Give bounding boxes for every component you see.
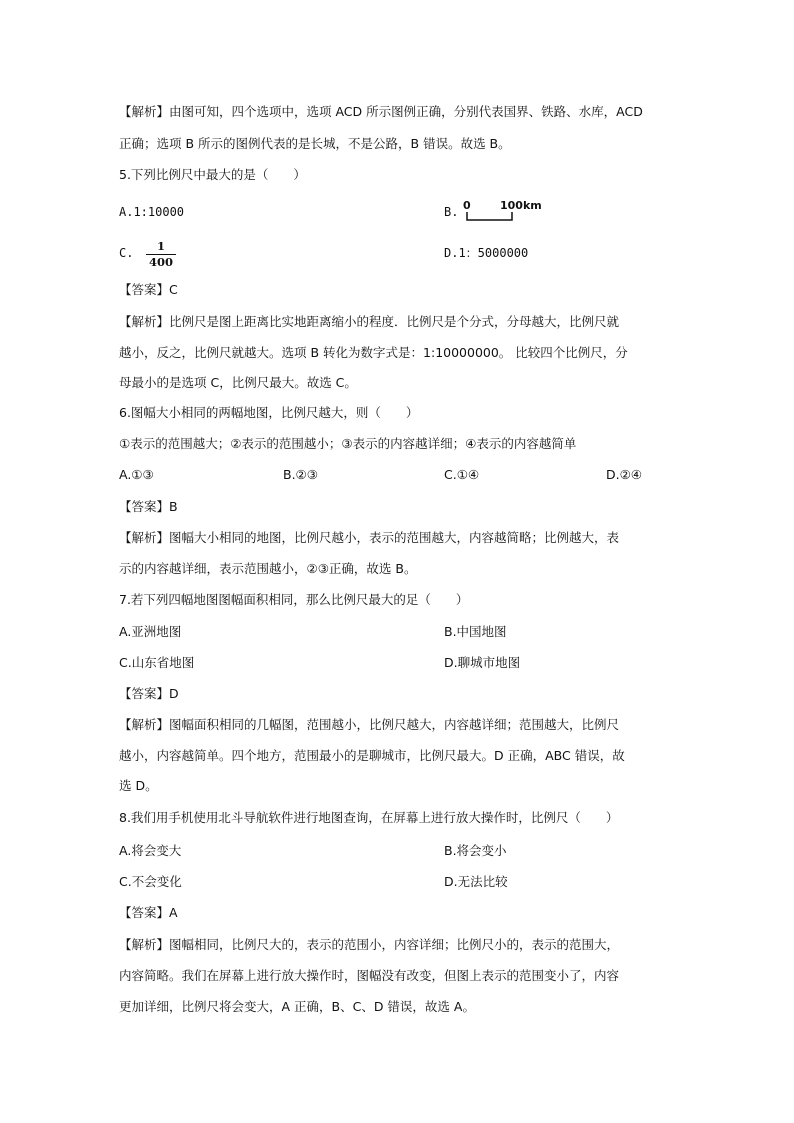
q6-option-c: C.①④	[444, 467, 480, 482]
q5-scale-zero: 0	[463, 199, 471, 212]
q6-stem: 6.图幅大小相同的两幅地图，比例尺越大，则（ ）	[119, 405, 419, 420]
q8-explanation-line-3: 更加详细，比例尺将会变大，A 正确，B、C、D 错误，故选 A。	[119, 999, 475, 1014]
q5-stem: 5.下列比例尺中最大的是（ ）	[119, 167, 306, 182]
q6-explanation-line-2: 示的内容越详细，表示范围越小，②③正确，故选 B。	[119, 561, 417, 576]
q8-explanation-line-2: 内容简略。我们在屏幕上进行放大操作时，图幅没有改变，但图上表示的范围变小了，内容	[119, 968, 620, 983]
q8-stem: 8.我们用手机使用北斗导航软件进行地图查询，在屏幕上进行放大操作时，比例尺（ ）	[119, 810, 619, 825]
q8-option-a: A.将会变大	[119, 843, 182, 858]
q8-option-b: B.将会变小	[444, 843, 507, 858]
q7-answer: 【答案】D	[119, 686, 179, 701]
q8-option-c: C.不会变化	[119, 874, 182, 889]
q6-explanation-line-1: 【解析】图幅大小相同的地图，比例尺越小，表示的范围越大，内容越简略；比例越大，表	[119, 530, 620, 545]
q7-explanation-line-1: 【解析】图幅面积相同的几幅图，范围越小，比例尺越大，内容越详细；范围越大，比例尺	[119, 717, 620, 732]
q7-option-b: B.中国地图	[444, 624, 507, 639]
q8-answer: 【答案】A	[119, 905, 178, 920]
q5-option-d: D.1：5000000	[444, 246, 529, 260]
q5-scale-bar	[467, 212, 512, 220]
q5-explanation-line-3: 母最小的是选项 C，比例尺最大。故选 C。	[119, 375, 357, 390]
q5-scale-distance: 100km	[500, 199, 542, 212]
q6-answer: 【答案】B	[119, 499, 178, 514]
q6-statements: ①表示的范围越大；②表示的范围越小；③表示的内容越详细；④表示的内容越简单	[119, 436, 577, 451]
q7-stem: 7.若下列四幅地图图幅面积相同，那么比例尺最大的足（ ）	[119, 592, 469, 607]
q7-option-c: C.山东省地图	[119, 655, 195, 670]
q5-fraction-numerator: 1	[156, 239, 165, 253]
q5-explanation-line-2: 越小，反之，比例尺就越大。选项 B 转化为数字式是：1:10000000。 比较四个比例尺，分	[119, 345, 628, 360]
q4-explanation-line-1: 【解析】由图可知，四个选项中，选项 ACD 所示图例正确，分别代表国界、铁路、水库，ACD	[119, 104, 643, 119]
q5-option-c-fraction	[146, 240, 176, 269]
q5-answer: 【答案】C	[119, 282, 178, 297]
q7-option-a: A.亚洲地图	[119, 624, 182, 639]
q5-option-b-label: B.	[444, 205, 459, 219]
q8-explanation-line-1: 【解析】图幅相同，比例尺大的，表示的范围小，内容详细；比例尺小的，表示的范围大，	[119, 937, 620, 952]
q7-explanation-line-2: 越小，内容越简单。四个地方，范围最小的是聊城市，比例尺最大。D 正确，ABC 错误，故	[119, 748, 625, 763]
q6-option-b: B.②③	[283, 467, 318, 482]
q6-option-a: A.①③	[119, 467, 154, 482]
q7-explanation-line-3: 选 D。	[119, 778, 158, 793]
q7-option-d: D.聊城市地图	[444, 655, 521, 670]
q5-explanation-line-1: 【解析】比例尺是图上距离比实地距离缩小的程度．比例尺是个分式，分母越大，比例尺就	[119, 314, 620, 329]
q5-option-b-line-scale	[460, 199, 560, 227]
q5-option-c-label: C.	[119, 246, 134, 260]
q6-option-d: D.②④	[606, 467, 643, 482]
q8-option-d: D.无法比较	[444, 874, 508, 889]
q5-fraction-denominator: 400	[148, 255, 173, 269]
q5-option-a: A.1:10000	[119, 205, 185, 219]
q4-explanation-line-2: 正确；选项 B 所示的图例代表的是长城，不是公路，B 错误。故选 B。	[119, 136, 511, 151]
